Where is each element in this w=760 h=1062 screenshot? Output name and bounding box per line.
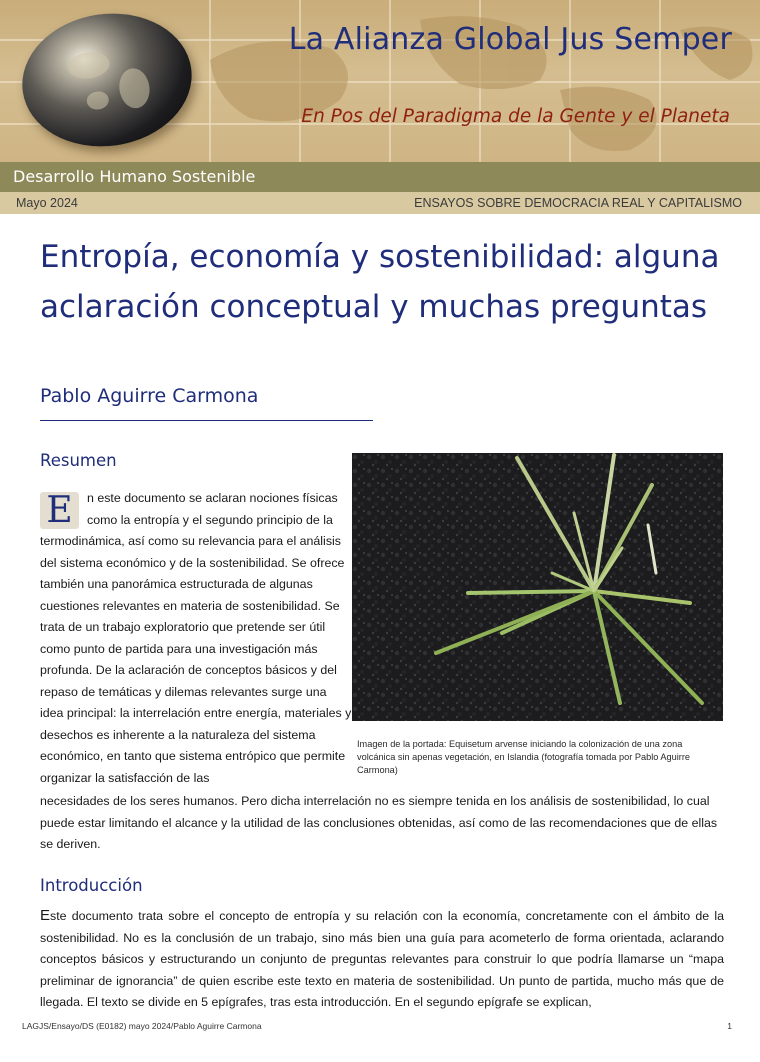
publication-date: Mayo 2024 <box>16 196 78 210</box>
article-title-line-1: Entropía, economía y sostenibilidad: alguna <box>40 239 720 275</box>
author-name: Pablo Aguirre Carmona <box>40 385 259 407</box>
section-band <box>0 162 760 192</box>
footer-citation: LAGJS/Ensayo/DS (E0182) mayo 2024/Pablo Aguirre Carmona <box>22 1021 262 1031</box>
abstract-text <box>40 488 352 789</box>
section-label: Desarrollo Humano Sostenible <box>13 167 256 186</box>
page-number: 1 <box>727 1021 732 1031</box>
author-divider <box>40 420 373 421</box>
introduction-heading: Introducción <box>40 876 143 895</box>
plant-photo-illustration <box>352 453 723 721</box>
abstract-heading: Resumen <box>40 451 117 470</box>
header-banner <box>0 0 760 162</box>
cover-photo <box>352 453 723 721</box>
drop-cap: E <box>40 492 79 529</box>
article-title <box>40 232 740 332</box>
abstract-continuation: necesidades de los seres humanos. Pero dicha interrelación no es siempre tenida en los análisis de sostenibilidad, lo cual puede estar limitando el alcance y la utilidad de las conclusiones obtenidas, así como de las recomendaciones que de ellas se deriven. <box>40 794 718 851</box>
series-name: ENSAYOS SOBRE DEMOCRACIA REAL Y CAPITALISMO <box>414 196 742 210</box>
meta-strip <box>0 192 760 214</box>
abstract-paragraph: n este documento se aclaran nociones físicas como la entropía y el segundo principio de la termodinámica, así como su relevancia para el análisis del sistema económico y de la sostenibilidad. Se ofrece también una panorámica estructurada de algunas cuestiones relevantes en materia de sostenibilidad. Se trata de un trabajo exploratorio que pretende ser útil como punto de partida para una investigación más profunda. De la aclaración de conceptos básicos y del repaso de temáticas y dilemas relevantes surge una idea principal: la interrelación entre energía, materiales y desechos es inherente a la naturaleza del sistema económico, en tanto que sistema entrópico que permite organizar la satisfacción de las <box>40 491 352 785</box>
photo-caption: Imagen de la portada: Equisetum arvense iniciando la colonización de una zona volcánica sin apenas vegetación, en Islandia (fotografía tomada por Pablo Aguirre Carmona) <box>357 739 691 775</box>
introduction-paragraph: ste documento trata sobre el concepto de entropía y su relación con la economía, concretamente con el ámbito de la sostenibilidad. No es la conclusión de un trabajo, sino más bien una guía para acometerlo de forma orientada, aclarando conceptos básicos y estructurando un conjunto de preguntas relevantes para construir lo que podría llamarse un “mapa preliminar de ignorancia” de quien escribe este texto en materia de sostenibilidad. Un punto de partida, mucho más que de llegada. El texto se divide en 5 epígrafes, tras esta introducción. En el segundo epígrafe se explican, <box>40 909 724 1009</box>
introduction-lead-letter: E <box>40 907 51 924</box>
article-title-line-2: aclaración conceptual y muchas preguntas <box>40 289 708 325</box>
introduction-text <box>40 905 724 1014</box>
organization-tagline: En Pos del Paradigma de la Gente y el Planeta <box>301 106 730 127</box>
organization-title: La Alianza Global Jus Semper <box>288 22 732 57</box>
